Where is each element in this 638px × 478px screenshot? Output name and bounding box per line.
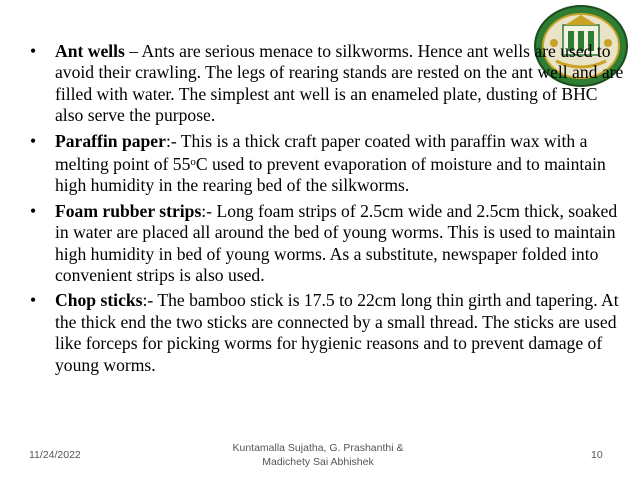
bullet-term: Paraffin paper (55, 130, 166, 151)
bullet-foam-rubber-strips: • Foam rubber strips:- Long foam strips of 2.5cm wide and 2.5cm thick, soaked in water are placed all around the bed of young worms. This is used to maintain high humidity in bed of young worms. As a substitute, newspaper folded into convenient strips is also used. (30, 200, 618, 286)
bullet-term: Foam rubber strips (55, 200, 202, 221)
bullet-term: Chop sticks (55, 290, 143, 311)
footer-authors-line1: Kuntamalla Sujatha, G. Prashanthi & (232, 442, 404, 454)
bullet-term: Ant wells (55, 41, 125, 61)
footer-page-number: 10 (591, 449, 603, 461)
bullet-dot-icon: • (30, 200, 37, 221)
bullet-dot-icon: • (30, 290, 37, 311)
footer-date: 11/24/2022 (29, 449, 81, 461)
bullet-dot-icon: • (30, 130, 37, 151)
bullet-dot-icon: • (30, 41, 37, 61)
footer-authors (218, 441, 418, 469)
bullet-text: The bamboo stick is 17.5 to 22cm long thin girth and tapering. At the thick end the two sticks are connected by a small thread. The sticks are used like forceps for picking worms for hygienic reasons and to prevent damage of young worms. (55, 290, 619, 375)
bullet-text-continued: C used to prevent evaporation of moisture and to maintain high humidity in the rearing bed of the silkworms. (55, 154, 606, 196)
bullet-chop-sticks: • Chop sticks:- The bamboo stick is 17.5 to 22cm long thin girth and tapering. At the thick end the two sticks are connected by a small thread. The sticks are used like forceps for picking worms for hygienic reasons and to prevent damage of young worms. (30, 290, 619, 375)
bullet-paraffin-paper: • Paraffin paper:- This is a thick craft paper coated with paraffin wax with a melting point of 55$^o$C used to prevent evaporation of moisture and to maintain high humidity in the rearing bed of the silkworms. (30, 130, 606, 196)
bullet-text: Long foam strips of 2.5cm wide and 2.5cm thick, soaked in water are placed all around the bed of young worms. This is used to maintain high humidity in bed of young worms. As a substitute, newspaper folded into convenient strips is also used. (55, 200, 618, 286)
bullet-text: This is a thick craft paper coated with paraffin wax with a melting point of 55 (55, 130, 588, 175)
degree-superscript: o (190, 156, 196, 169)
bullet-text: Ants are serious menace to silkworms. Hence ant wells are used to avoid their crawling. The legs of rearing stands are rested on the ant well and are filled with water. The simplest ant well is an enameled plate, dusting of BHC also serve the purpose. (55, 41, 624, 126)
footer-authors-line2: Madichety Sai Abhishek (262, 456, 374, 468)
bullet-list (30, 41, 626, 380)
bullet-ant-wells: • Ant wells – Ants are serious menace to silkworms. Hence ant wells are used to avoid their crawling. The legs of rearing stands are rested on the ant well and are filled with water. The simplest ant well is an enameled plate, dusting of BHC also serve the purpose. (30, 41, 624, 126)
